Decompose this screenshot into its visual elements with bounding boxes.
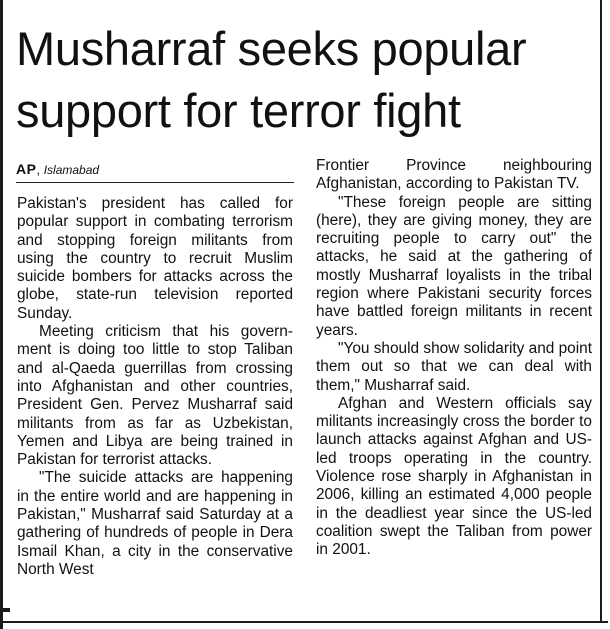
dateline-rule (16, 182, 294, 183)
clipping-border-left (0, 0, 3, 629)
article-column-right (316, 157, 592, 560)
paragraph: Pakistan's president has called for popular support in combating terrorism and stopping foreign militants from using the country to recruit Muslim suicide bombers for attacks across the globe, state-run television reported Sunday. (17, 195, 293, 322)
clipping-border-right (600, 0, 602, 623)
article-headline: Musharraf seeks popular support for terror fight (16, 22, 527, 137)
paragraph: "You should show solidarity and point them out so that we can deal with them," Musharraf said. (316, 339, 592, 394)
paragraph: Afghan and Western officials say militants increasingly cross the border to launch attacks against Afghan and US-led troops operating in the country. Violence rose sharply in Afghanistan in 2006, killing an estimated 4,000 people in the deadliest year since the US-led coalition swept the Taliban from power in 2001. (316, 394, 592, 559)
paragraph: "These foreign people are sitting (here), they are giving money, they are recruiting people to carry out" the attacks, he said at the gathering of mostly Musharraf loyalists in the tribal region where Pakistani security forces have battled foreign militants in recent years. (316, 193, 592, 339)
clipping-border-bottom (0, 621, 608, 623)
clipping-corner-mark (0, 608, 10, 612)
article-column-left (17, 195, 293, 579)
article-dateline: AP, Islamabad (16, 161, 100, 177)
dateline-location: Islamabad (43, 163, 100, 177)
news-agency: AP (16, 161, 37, 177)
paragraph: "The suicide attacks are happening in the entire world and are happening in Pakistan," Musharraf said Saturday at a gathering of hundreds of people in Dera Ismail Khan, a city in the conservative North West (17, 469, 293, 578)
paragraph: Frontier Province neighbouring Afghanistan, according to Pakistan TV. (316, 157, 592, 193)
paragraph: Meeting criticism that his government is doing too little to stop Taliban and al-Qaeda guerrillas from crossing into Afghanistan and other countries, President Gen. Pervez Musharraf said militants from as far as Uzbekistan, Yemen and Libya are being trained in Pakistan for terrorist attacks. (17, 323, 293, 469)
